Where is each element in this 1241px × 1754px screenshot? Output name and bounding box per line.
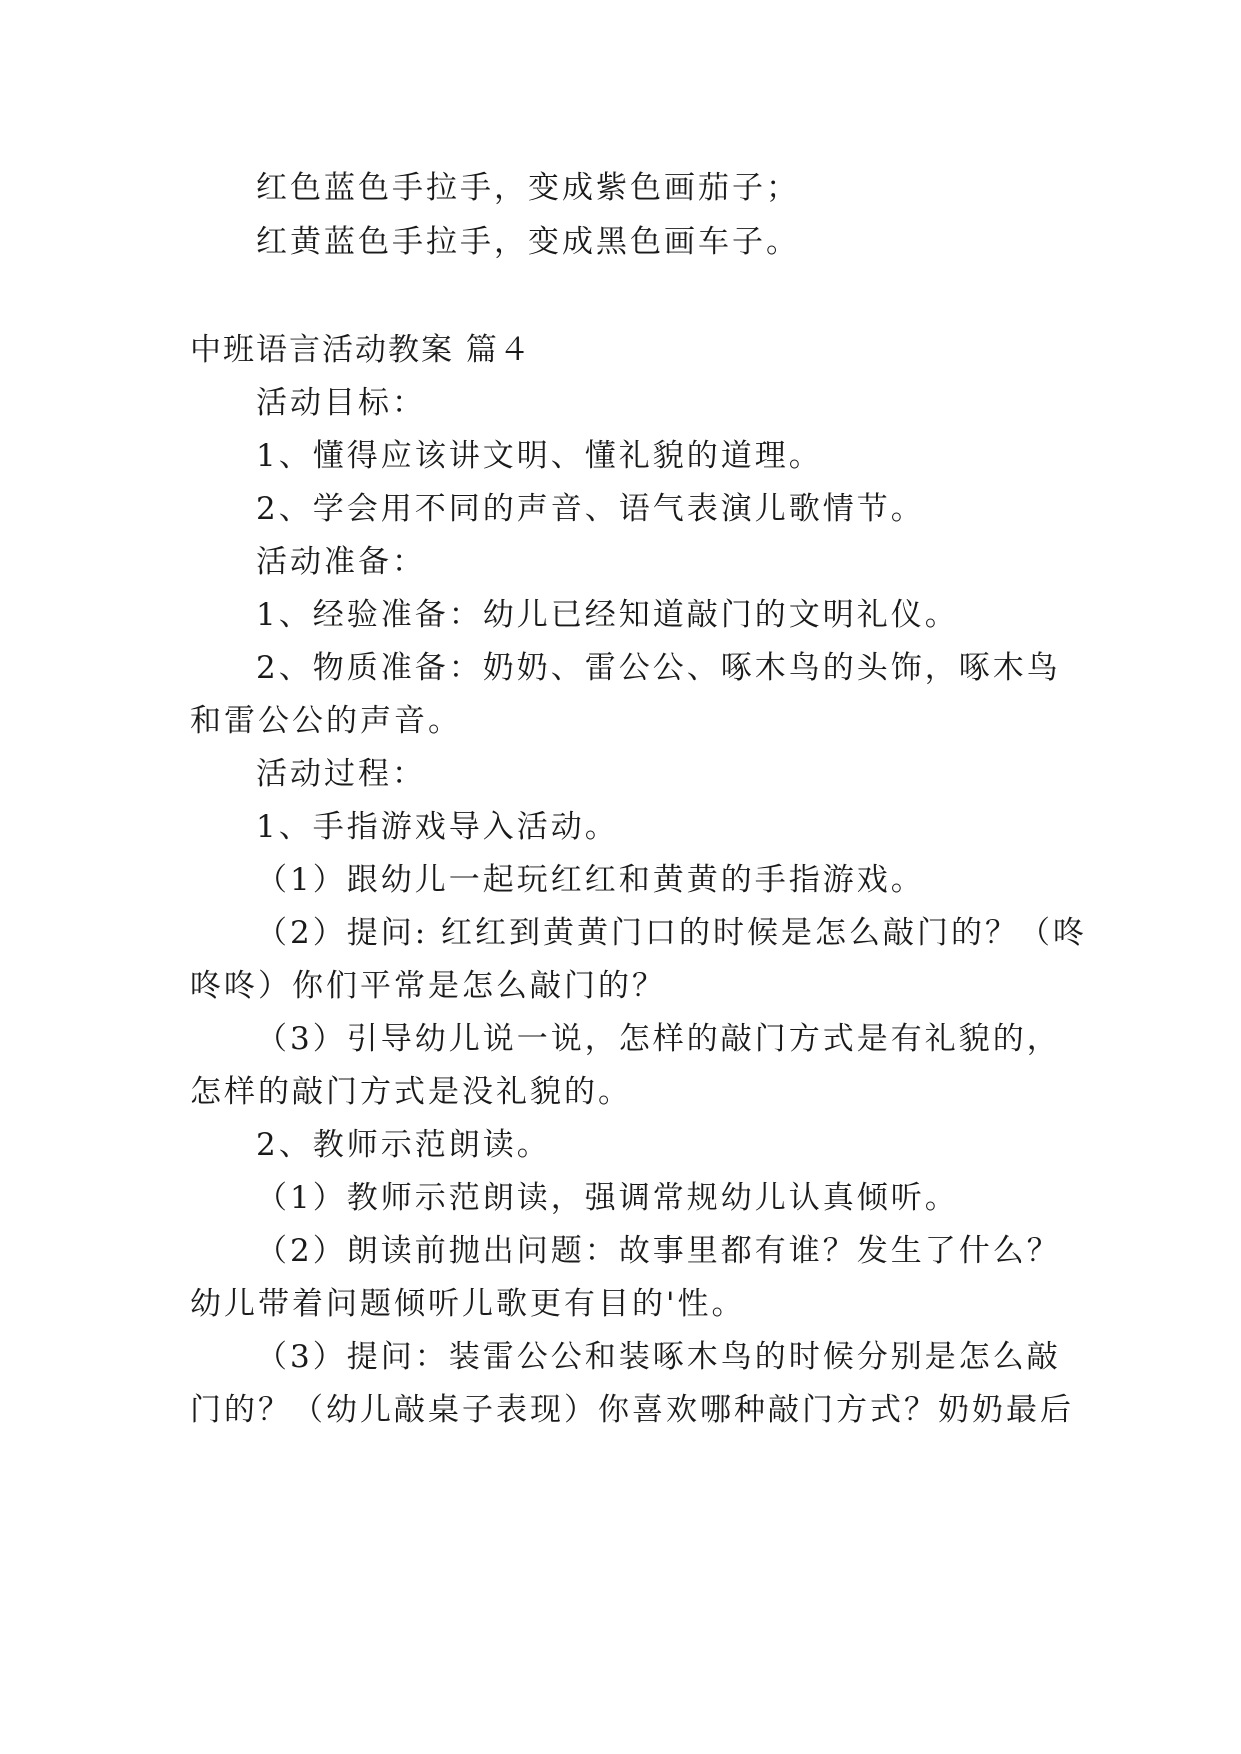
activity-process-heading: 活动过程： bbox=[256, 756, 426, 792]
process-step-1-sub-2-continued: 咚咚）你们平常是怎么敲门的？ bbox=[190, 968, 666, 1004]
prep-item-2-continued: 和雷公公的声音。 bbox=[190, 703, 462, 739]
process-step-2-sub-2-continued: 幼儿带着问题倾听儿歌更有目的'性。 bbox=[190, 1286, 746, 1322]
poem-line-2: 红黄蓝色手拉手，变成黑色画车子。 bbox=[256, 224, 800, 260]
process-step-1-sub-3: （3）引导幼儿说一说，怎样的敲门方式是有礼貌的， bbox=[256, 1021, 1061, 1057]
process-step-1-sub-1: （1）跟幼儿一起玩红红和黄黄的手指游戏。 bbox=[256, 862, 925, 898]
process-step-1: 1、手指游戏导入活动。 bbox=[256, 809, 619, 845]
prep-item-2: 2、物质准备：奶奶、雷公公、啄木鸟的头饰，啄木鸟 bbox=[256, 650, 1061, 686]
process-step-1-sub-2: （2）提问: 红红到黄黄门口的时候是怎么敲门的？（咚 bbox=[256, 915, 1088, 951]
goal-item-2: 2、学会用不同的声音、语气表演儿歌情节。 bbox=[256, 491, 925, 527]
process-step-2: 2、教师示范朗读。 bbox=[256, 1127, 551, 1163]
process-step-2-sub-3-continued: 门的？（幼儿敲桌子表现）你喜欢哪种敲门方式？奶奶最后 bbox=[190, 1392, 1074, 1428]
activity-prep-heading: 活动准备： bbox=[256, 544, 426, 580]
section-heading: 中班语言活动教案 篇４ bbox=[190, 332, 532, 368]
process-step-1-sub-3-continued: 怎样的敲门方式是没礼貌的。 bbox=[190, 1074, 632, 1110]
process-step-2-sub-1: （1）教师示范朗读，强调常规幼儿认真倾听。 bbox=[256, 1180, 959, 1216]
process-step-2-sub-2: （2）朗读前抛出问题：故事里都有谁？发生了什么？ bbox=[256, 1233, 1061, 1269]
poem-line-1: 红色蓝色手拉手，变成紫色画茄子； bbox=[256, 170, 800, 206]
process-step-2-sub-3: （3）提问：装雷公公和装啄木鸟的时候分别是怎么敲 bbox=[256, 1339, 1061, 1375]
goal-item-1: 1、懂得应该讲文明、懂礼貌的道理。 bbox=[256, 438, 823, 474]
prep-item-1: 1、经验准备：幼儿已经知道敲门的文明礼仪。 bbox=[256, 597, 959, 633]
activity-goals-heading: 活动目标： bbox=[256, 385, 426, 421]
